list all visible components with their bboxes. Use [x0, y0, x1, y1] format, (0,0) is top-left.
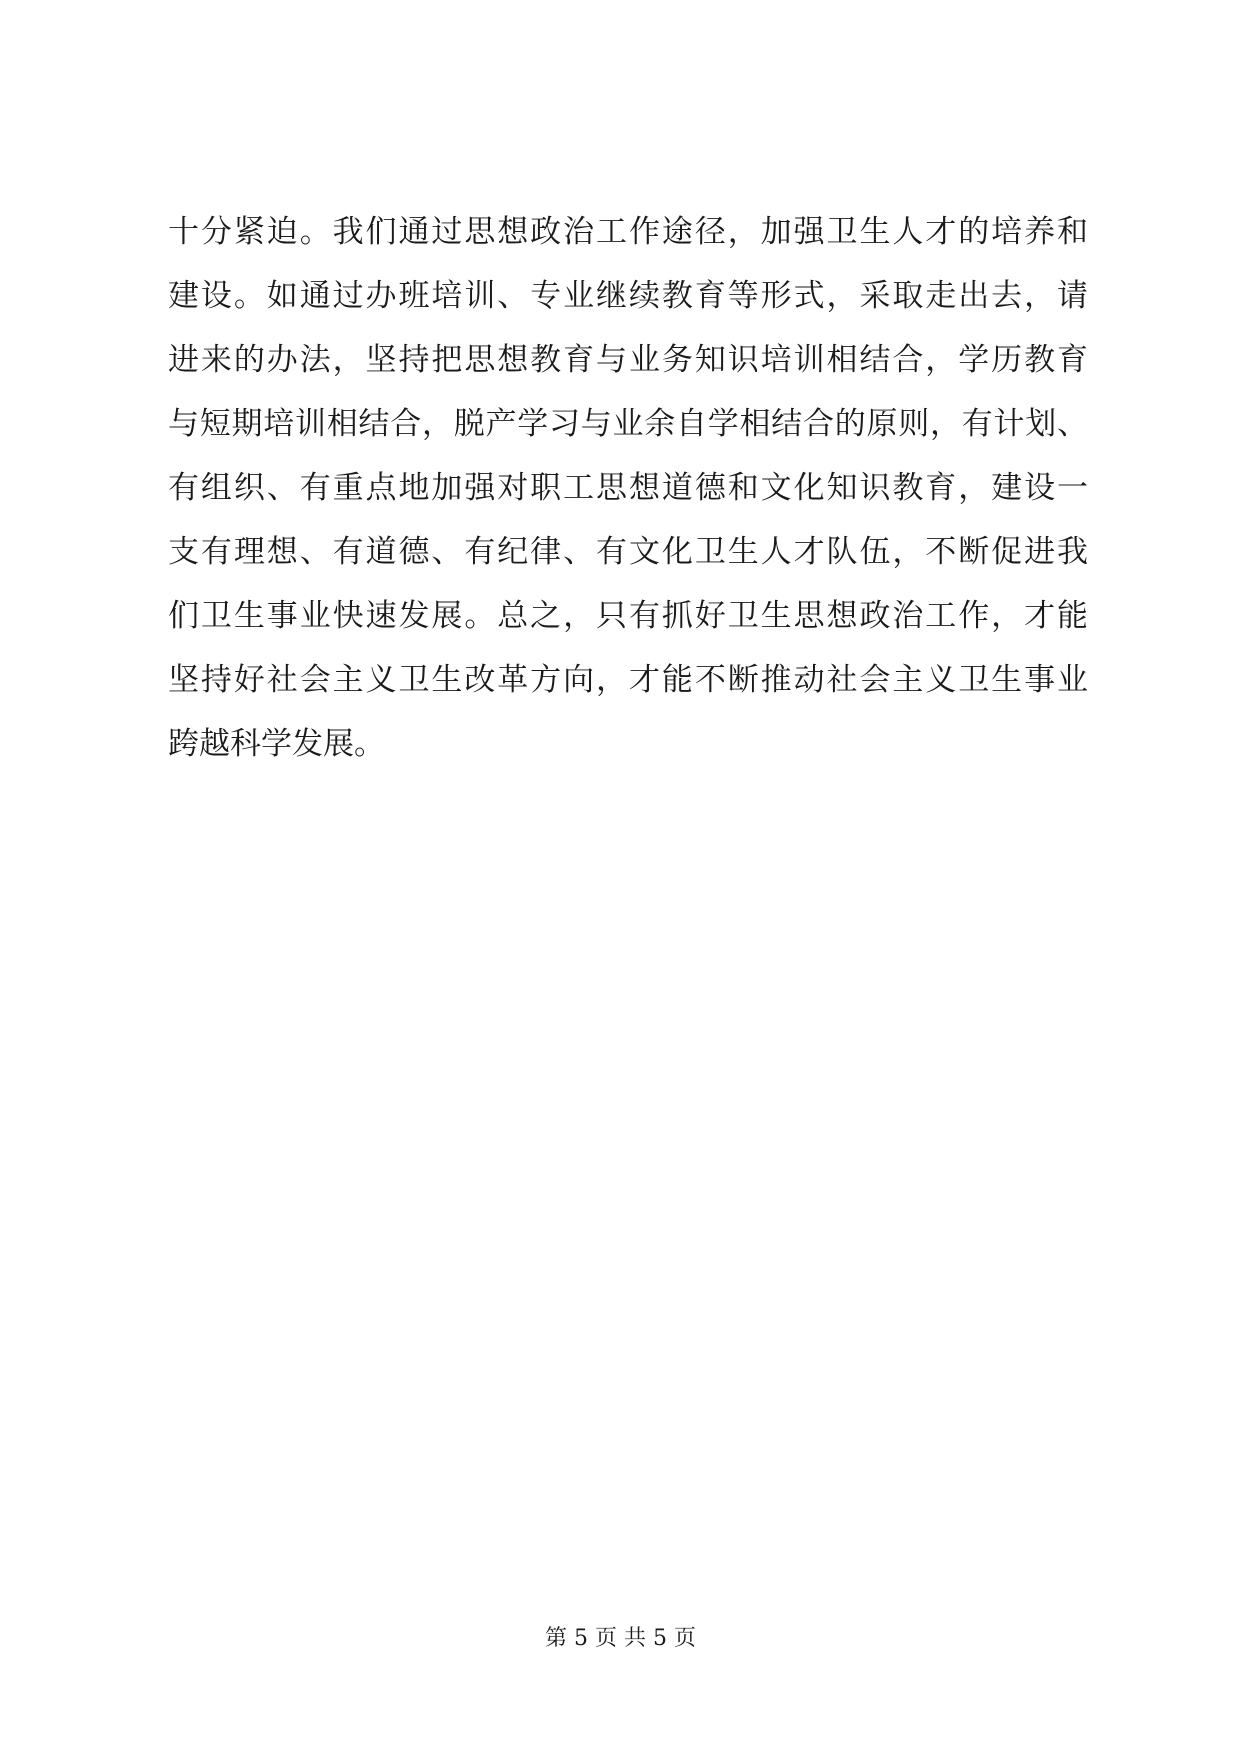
- paragraph-line: 支有理想、有道德、有纪律、有文化卫生人才队伍，不断促进我: [168, 534, 1088, 570]
- paragraph-line: 进来的办法，坚持把思想教育与业务知识培训相结合，学历教育: [168, 342, 1088, 378]
- paragraph-line: 十分紧迫。我们通过思想政治工作途径，加强卫生人才的培养和: [168, 214, 1088, 250]
- body-paragraph: [168, 200, 1088, 776]
- paragraph-line: 与短期培训相结合，脱产学习与业余自学相结合的原则，有计划、: [168, 406, 1088, 442]
- paragraph-line: 坚持好社会主义卫生改革方向，才能不断推动社会主义卫生事业: [168, 662, 1088, 698]
- paragraph-line: 有组织、有重点地加强对职工思想道德和文化知识教育，建设一: [168, 470, 1088, 506]
- paragraph-line: 跨越科学发展。: [168, 726, 385, 762]
- page-footer: [0, 1624, 1241, 1654]
- paragraph-line: 建设。如通过办班培训、专业继续教育等形式，采取走出去，请: [168, 278, 1088, 314]
- page-number: 第 5 页 共 5 页: [545, 1626, 696, 1651]
- paragraph-line: 们卫生事业快速发展。总之，只有抓好卫生思想政治工作，才能: [168, 598, 1088, 634]
